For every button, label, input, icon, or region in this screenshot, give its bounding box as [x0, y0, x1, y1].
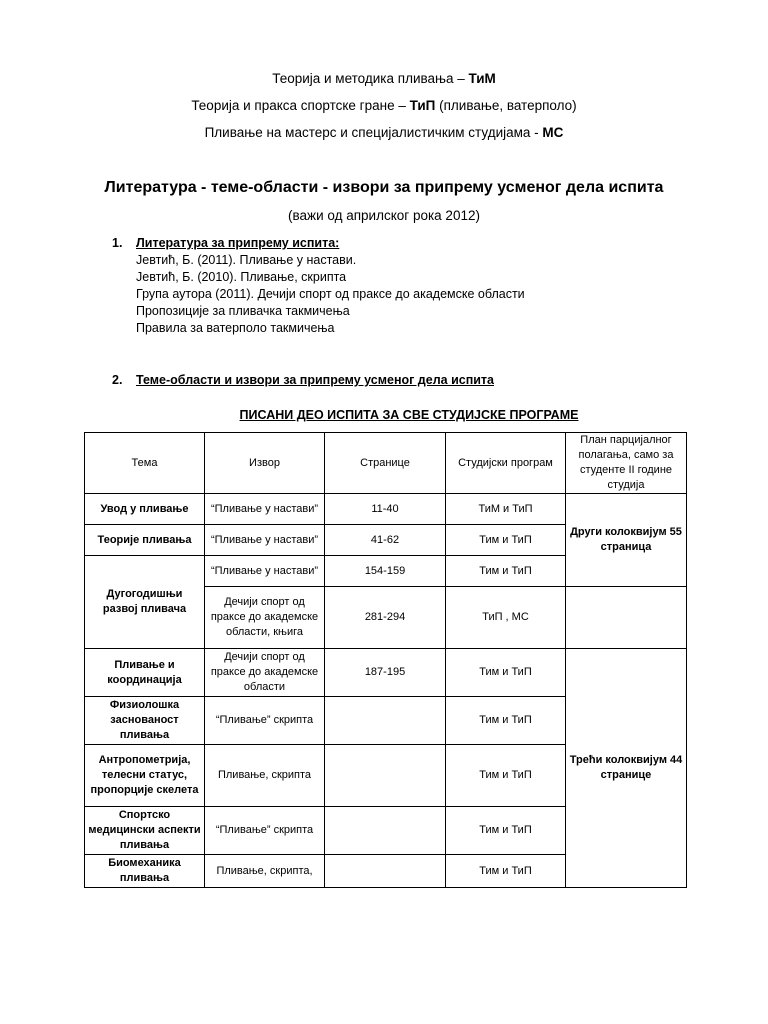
cell-program: Тим и ТиП — [446, 855, 566, 888]
cell-stranice: 154-159 — [325, 556, 446, 587]
cell-tema: Спортско медицински аспекти пливања — [85, 807, 205, 855]
table-header-row — [85, 433, 687, 494]
column-header-program: Студијски програм — [446, 433, 566, 494]
header-line-2 — [0, 97, 768, 115]
cell-program: Тим и ТиП — [446, 697, 566, 745]
cell-izvor: Дечији спорт од праксе до академске области — [205, 649, 325, 697]
program-code-ms: МС — [542, 125, 564, 140]
cell-tema: Дугогодишњи развој пливача — [85, 556, 205, 649]
cell-program: Тим и ТиП — [446, 807, 566, 855]
table-row — [85, 494, 687, 525]
cell-plan-third: Трећи колоквијум 44 странице — [566, 649, 687, 888]
literature-item: Јевтић, Б. (2011). Пливање у настави. — [136, 253, 357, 267]
cell-stranice — [325, 807, 446, 855]
cell-stranice: 41-62 — [325, 525, 446, 556]
literature-item: Пропозиције за пливачка такмичења — [136, 304, 350, 318]
table-caption: ПИСАНИ ДЕО ИСПИТА ЗА СВЕ СТУДИЈСКЕ ПРОГРАМЕ — [239, 408, 579, 422]
section-number: 2. — [112, 373, 123, 387]
literature-item: Правила за ватерполо такмичења — [136, 321, 335, 335]
column-header-tema: Тема — [85, 433, 205, 494]
literature-item: Јевтић, Б. (2010). Пливање, скрипта — [136, 270, 347, 284]
header-line-1 — [0, 70, 768, 88]
document-subtitle: (важи од априлског рока 2012) — [288, 208, 480, 223]
cell-program: Тим и ТиП — [446, 525, 566, 556]
cell-izvor: “Пливање” скрипта — [205, 807, 325, 855]
program-code-tim: ТиМ — [468, 71, 496, 86]
cell-izvor: Пливање, скрипта — [205, 745, 325, 807]
cell-program: ТиМ и ТиП — [446, 494, 566, 525]
section-heading: Теме-области и извори за припрему усменог дела испита — [136, 373, 495, 387]
section-body — [136, 235, 525, 337]
column-header-izvor: Извор — [205, 433, 325, 494]
cell-stranice — [325, 855, 446, 888]
cell-tema: Антропометрија, телесни статус, пропорције скелета — [85, 745, 205, 807]
cell-izvor: Пливање, скрипта, — [205, 855, 325, 888]
cell-stranice — [325, 697, 446, 745]
cell-program: Тим и ТиП — [446, 649, 566, 697]
cell-izvor: Дечији спорт од праксе до академске области, књига — [205, 587, 325, 649]
cell-stranice: 281-294 — [325, 587, 446, 649]
cell-program: ТиП , МС — [446, 587, 566, 649]
section-body — [136, 372, 494, 389]
section-heading: Литература за припрему испита: — [136, 236, 340, 250]
cell-izvor: “Пливање” скрипта — [205, 697, 325, 745]
exam-table — [84, 432, 687, 888]
cell-plan-second: Други колоквијум 55 страница — [566, 494, 687, 587]
cell-program: Тим и ТиП — [446, 556, 566, 587]
cell-program: Тим и ТиП — [446, 745, 566, 807]
cell-izvor: “Пливање у настави” — [205, 494, 325, 525]
cell-tema: Пливање и координација — [85, 649, 205, 697]
column-header-plan: План парцијалног полагања, само за студенте II године студија — [566, 433, 687, 494]
cell-stranice: 187-195 — [325, 649, 446, 697]
program-code-tip: ТиП — [409, 98, 436, 113]
table-row — [85, 649, 687, 697]
cell-tema: Увод у пливање — [85, 494, 205, 525]
cell-izvor: “Пливање у настави” — [205, 556, 325, 587]
document-title: Литература - теме-области - извори за припрему усменог дела испита — [104, 179, 664, 196]
cell-tema: Физиолошка заснованост пливања — [85, 697, 205, 745]
cell-plan-empty — [566, 587, 687, 649]
cell-tema: Теорије пливања — [85, 525, 205, 556]
column-header-stranice: Странице — [325, 433, 446, 494]
header-line-3-text: Пливање на мастерс и специјалистичким студијама - — [204, 125, 543, 140]
cell-stranice: 11-40 — [325, 494, 446, 525]
cell-tema: Биомеханика пливања — [85, 855, 205, 888]
header-line-3 — [0, 124, 768, 142]
header-line-2-text: Теорија и пракса спортске гране – — [191, 98, 410, 113]
section-number: 1. — [112, 236, 123, 250]
cell-stranice — [325, 745, 446, 807]
header-line-2-suffix: (пливање, ватерполо) — [435, 98, 577, 113]
cell-izvor: “Пливање у настави” — [205, 525, 325, 556]
literature-item: Група аутора (2011). Дечији спорт од праксе до академске области — [136, 287, 525, 301]
header-line-1-text: Теорија и методика пливања – — [272, 71, 469, 86]
